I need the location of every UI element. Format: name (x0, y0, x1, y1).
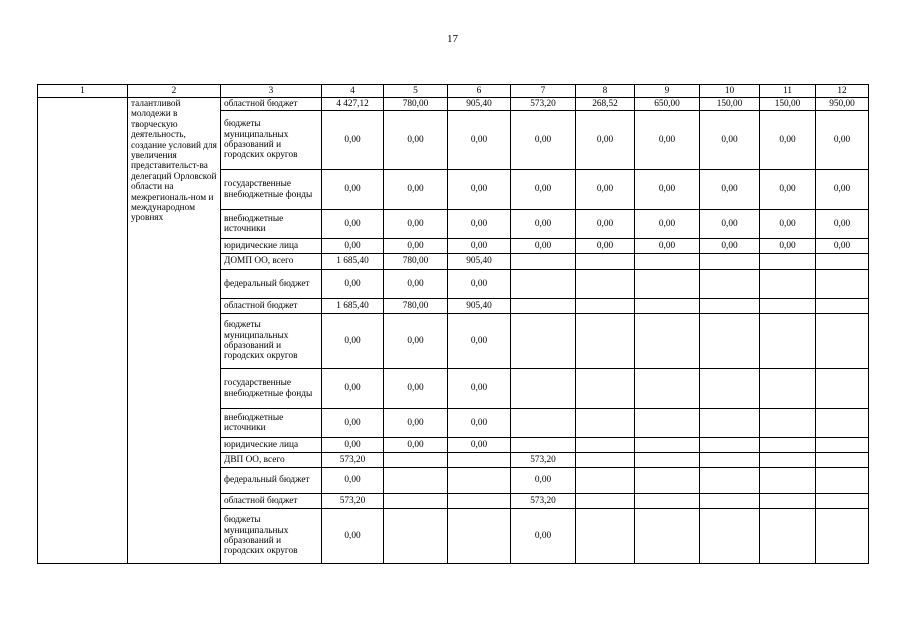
header-cell: 4 (322, 85, 384, 98)
value-cell: 0,00 (448, 438, 511, 453)
value-cell (700, 270, 760, 299)
value-cell (576, 409, 635, 438)
value-cell (635, 314, 700, 369)
value-cell (816, 270, 869, 299)
header-cell: 12 (816, 85, 869, 98)
value-cell: 0,00 (576, 210, 635, 239)
value-cell: 0,00 (448, 239, 511, 254)
value-cell (576, 494, 635, 509)
event-description: талантливой молодежи в творческую деятельность, создание условий для увеличения представительст-ва делегаций Орловской области на межрегиональ-ном и международном уровнях (128, 98, 221, 564)
value-cell: 0,00 (760, 210, 816, 239)
value-cell: 0,00 (816, 111, 869, 170)
value-cell: 0,00 (384, 314, 448, 369)
value-cell (700, 453, 760, 468)
value-cell: 0,00 (448, 170, 511, 210)
value-cell: 573,20 (511, 453, 576, 468)
header-cell: 5 (384, 85, 448, 98)
value-cell: 0,00 (511, 509, 576, 564)
value-cell (448, 468, 511, 494)
value-cell (816, 509, 869, 564)
value-cell: 0,00 (635, 210, 700, 239)
header-row (38, 85, 869, 98)
funding-source: внебюджетные источники (221, 210, 322, 239)
funding-source: федеральный бюджет (221, 468, 322, 494)
funding-source: ДВП ОО, всего (221, 453, 322, 468)
value-cell: 0,00 (384, 111, 448, 170)
value-cell: 0,00 (322, 239, 384, 254)
value-cell: 0,00 (448, 314, 511, 369)
value-cell (511, 409, 576, 438)
value-cell: 0,00 (322, 509, 384, 564)
value-cell: 0,00 (760, 239, 816, 254)
funding-source: внебюджетные источники (221, 409, 322, 438)
header-cell: 3 (221, 85, 322, 98)
value-cell: 905,40 (448, 254, 511, 270)
value-cell: 0,00 (448, 409, 511, 438)
value-cell (635, 438, 700, 453)
value-cell: 0,00 (816, 170, 869, 210)
table-body (38, 85, 869, 564)
value-cell (635, 453, 700, 468)
value-cell (511, 299, 576, 314)
value-cell (700, 254, 760, 270)
value-cell (760, 438, 816, 453)
value-cell (384, 509, 448, 564)
value-cell: 0,00 (448, 270, 511, 299)
value-cell: 0,00 (816, 239, 869, 254)
value-cell: 0,00 (700, 111, 760, 170)
value-cell: 0,00 (635, 239, 700, 254)
value-cell: 0,00 (576, 170, 635, 210)
value-cell (700, 369, 760, 409)
value-cell (511, 254, 576, 270)
value-cell (576, 299, 635, 314)
value-cell (384, 468, 448, 494)
funding-source: ДОМП ОО, всего (221, 254, 322, 270)
value-cell: 0,00 (635, 170, 700, 210)
value-cell: 0,00 (511, 210, 576, 239)
value-cell: 0,00 (700, 239, 760, 254)
value-cell: 150,00 (700, 98, 760, 111)
value-cell: 650,00 (635, 98, 700, 111)
value-cell: 780,00 (384, 299, 448, 314)
header-cell: 11 (760, 85, 816, 98)
header-cell: 10 (700, 85, 760, 98)
value-cell (700, 468, 760, 494)
value-cell: 0,00 (576, 239, 635, 254)
value-cell: 0,00 (511, 111, 576, 170)
value-cell (576, 468, 635, 494)
value-cell: 150,00 (760, 98, 816, 111)
value-cell: 780,00 (384, 98, 448, 111)
value-cell (700, 299, 760, 314)
funding-source: юридические лица (221, 239, 322, 254)
value-cell (816, 254, 869, 270)
funding-source: бюджеты муниципальных образований и городских округов (221, 111, 322, 170)
funding-source: государственные внебюджетные фонды (221, 170, 322, 210)
value-cell (448, 453, 511, 468)
value-cell (635, 299, 700, 314)
funding-source: бюджеты муниципальных образований и городских округов (221, 509, 322, 564)
value-cell (760, 509, 816, 564)
header-cell: 2 (128, 85, 221, 98)
value-cell: 573,20 (322, 494, 384, 509)
value-cell: 0,00 (384, 239, 448, 254)
funding-source: областной бюджет (221, 98, 322, 111)
value-cell (511, 314, 576, 369)
value-cell: 573,20 (511, 494, 576, 509)
value-cell (511, 369, 576, 409)
value-cell: 0,00 (322, 111, 384, 170)
value-cell (576, 270, 635, 299)
value-cell (700, 438, 760, 453)
value-cell (700, 314, 760, 369)
value-cell: 0,00 (384, 369, 448, 409)
header-cell: 8 (576, 85, 635, 98)
value-cell: 0,00 (322, 170, 384, 210)
funding-source: областной бюджет (221, 494, 322, 509)
value-cell: 0,00 (384, 210, 448, 239)
value-cell: 0,00 (384, 270, 448, 299)
value-cell (635, 254, 700, 270)
value-cell: 0,00 (511, 239, 576, 254)
value-cell (576, 438, 635, 453)
value-cell (635, 369, 700, 409)
value-cell (635, 409, 700, 438)
header-cell: 6 (448, 85, 511, 98)
value-cell (576, 254, 635, 270)
value-cell (816, 314, 869, 369)
value-cell: 0,00 (576, 111, 635, 170)
value-cell: 4 427,12 (322, 98, 384, 111)
value-cell: 905,40 (448, 299, 511, 314)
value-cell (635, 468, 700, 494)
value-cell: 0,00 (448, 111, 511, 170)
funding-source: юридические лица (221, 438, 322, 453)
value-cell: 0,00 (635, 111, 700, 170)
value-cell: 780,00 (384, 254, 448, 270)
value-cell (816, 453, 869, 468)
funding-source: федеральный бюджет (221, 270, 322, 299)
value-cell: 0,00 (511, 468, 576, 494)
page-number: 17 (447, 33, 458, 45)
value-cell (635, 494, 700, 509)
value-cell (448, 509, 511, 564)
value-cell: 0,00 (322, 270, 384, 299)
value-cell: 0,00 (322, 210, 384, 239)
value-cell (816, 409, 869, 438)
value-cell: 1 685,40 (322, 254, 384, 270)
value-cell (384, 494, 448, 509)
value-cell: 0,00 (322, 468, 384, 494)
value-cell: 0,00 (322, 314, 384, 369)
value-cell: 573,20 (322, 453, 384, 468)
value-cell (576, 453, 635, 468)
value-cell: 0,00 (448, 210, 511, 239)
value-cell (760, 409, 816, 438)
value-cell (576, 314, 635, 369)
value-cell (576, 509, 635, 564)
value-cell (384, 453, 448, 468)
value-cell: 0,00 (384, 409, 448, 438)
value-cell: 0,00 (816, 210, 869, 239)
value-cell (635, 509, 700, 564)
value-cell: 0,00 (322, 409, 384, 438)
value-cell (816, 468, 869, 494)
value-cell: 0,00 (760, 111, 816, 170)
funding-source: областной бюджет (221, 299, 322, 314)
value-cell (760, 314, 816, 369)
value-cell: 0,00 (448, 369, 511, 409)
table-row (38, 98, 869, 111)
header-cell: 9 (635, 85, 700, 98)
value-cell (760, 369, 816, 409)
value-cell: 0,00 (700, 170, 760, 210)
value-cell (816, 369, 869, 409)
empty-cell (38, 98, 128, 564)
value-cell (700, 494, 760, 509)
value-cell: 0,00 (511, 170, 576, 210)
funding-source: государственные внебюджетные фонды (221, 369, 322, 409)
value-cell: 1 685,40 (322, 299, 384, 314)
value-cell: 0,00 (384, 170, 448, 210)
value-cell (816, 299, 869, 314)
value-cell: 0,00 (322, 369, 384, 409)
value-cell (700, 509, 760, 564)
value-cell: 0,00 (384, 438, 448, 453)
value-cell (760, 453, 816, 468)
value-cell (511, 270, 576, 299)
value-cell: 0,00 (322, 438, 384, 453)
value-cell (511, 438, 576, 453)
budget-table (37, 84, 869, 564)
value-cell (760, 254, 816, 270)
value-cell (816, 494, 869, 509)
value-cell (760, 494, 816, 509)
value-cell: 950,00 (816, 98, 869, 111)
header-cell: 1 (38, 85, 128, 98)
header-cell: 7 (511, 85, 576, 98)
value-cell (760, 299, 816, 314)
funding-source: бюджеты муниципальных образований и городских округов (221, 314, 322, 369)
value-cell: 268,52 (576, 98, 635, 111)
value-cell (700, 409, 760, 438)
value-cell (816, 438, 869, 453)
value-cell (576, 369, 635, 409)
value-cell: 573,20 (511, 98, 576, 111)
value-cell (448, 494, 511, 509)
value-cell (760, 270, 816, 299)
value-cell: 0,00 (760, 170, 816, 210)
value-cell: 905,40 (448, 98, 511, 111)
value-cell (635, 270, 700, 299)
value-cell: 0,00 (700, 210, 760, 239)
value-cell (760, 468, 816, 494)
